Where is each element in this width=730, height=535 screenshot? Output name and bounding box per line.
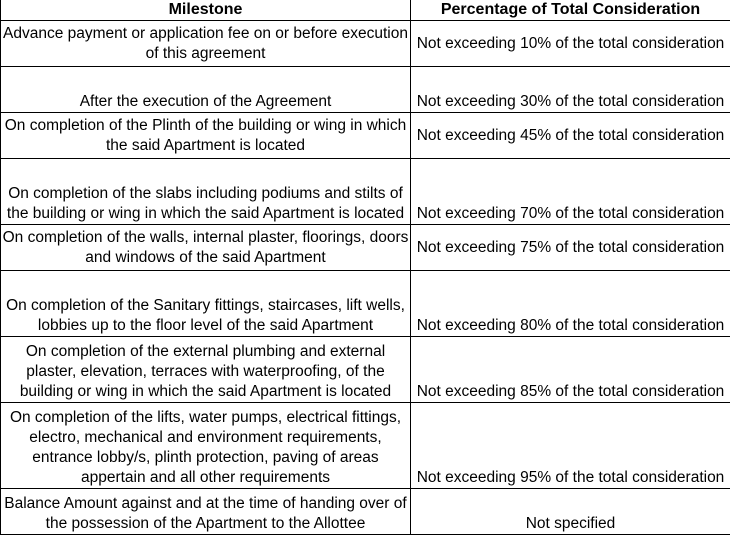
table-row: [1, 271, 730, 337]
percentage-cell: Not exceeding 70% of the total consideration: [411, 159, 730, 225]
milestone-cell: On completion of the slabs including podiums and stilts of the building or wing in which the said Apartment is located: [1, 159, 411, 225]
percentage-cell: Not exceeding 30% of the total consideration: [411, 67, 730, 113]
percentage-cell: Not exceeding 10% of the total consideration: [411, 21, 730, 67]
milestone-cell: Advance payment or application fee on or before execution of this agreement: [1, 21, 411, 67]
table-row: [1, 337, 730, 403]
table-row: [1, 225, 730, 271]
percentage-cell: Not exceeding 95% of the total consideration: [411, 403, 730, 489]
header-percentage: Percentage of Total Consideration: [411, 0, 730, 21]
milestone-cell: On completion of the external plumbing and external plaster, elevation, terraces with waterproofing, of the building or wing in which the said Apartment is located: [1, 337, 411, 403]
table-row: [1, 159, 730, 225]
milestone-cell: On completion of the lifts, water pumps, electrical fittings, electro, mechanical and environment requirements, entrance lobby/s, plinth protection, paving of areas appertain and all other requirements: [1, 403, 411, 489]
table-row: [1, 21, 730, 67]
table-row: [1, 403, 730, 489]
percentage-cell: Not exceeding 45% of the total consideration: [411, 113, 730, 159]
milestone-cell: On completion of the Plinth of the building or wing in which the said Apartment is located: [1, 113, 411, 159]
milestone-cell: Balance Amount against and at the time of handing over of the possession of the Apartment to the Allottee: [1, 489, 411, 535]
percentage-cell: Not exceeding 85% of the total consideration: [411, 337, 730, 403]
percentage-cell: Not exceeding 80% of the total consideration: [411, 271, 730, 337]
percentage-cell: Not exceeding 75% of the total consideration: [411, 225, 730, 271]
milestone-cell: On completion of the walls, internal plaster, floorings, doors and windows of the said Apartment: [1, 225, 411, 271]
milestone-cell: After the execution of the Agreement: [1, 67, 411, 113]
milestone-cell: On completion of the Sanitary fittings, staircases, lift wells, lobbies up to the floor level of the said Apartment: [1, 271, 411, 337]
header-row: [1, 0, 730, 21]
header-milestone: Milestone: [1, 0, 411, 21]
table-row: [1, 67, 730, 113]
percentage-cell: Not specified: [411, 489, 730, 535]
table-row: [1, 113, 730, 159]
table-row: [1, 489, 730, 535]
